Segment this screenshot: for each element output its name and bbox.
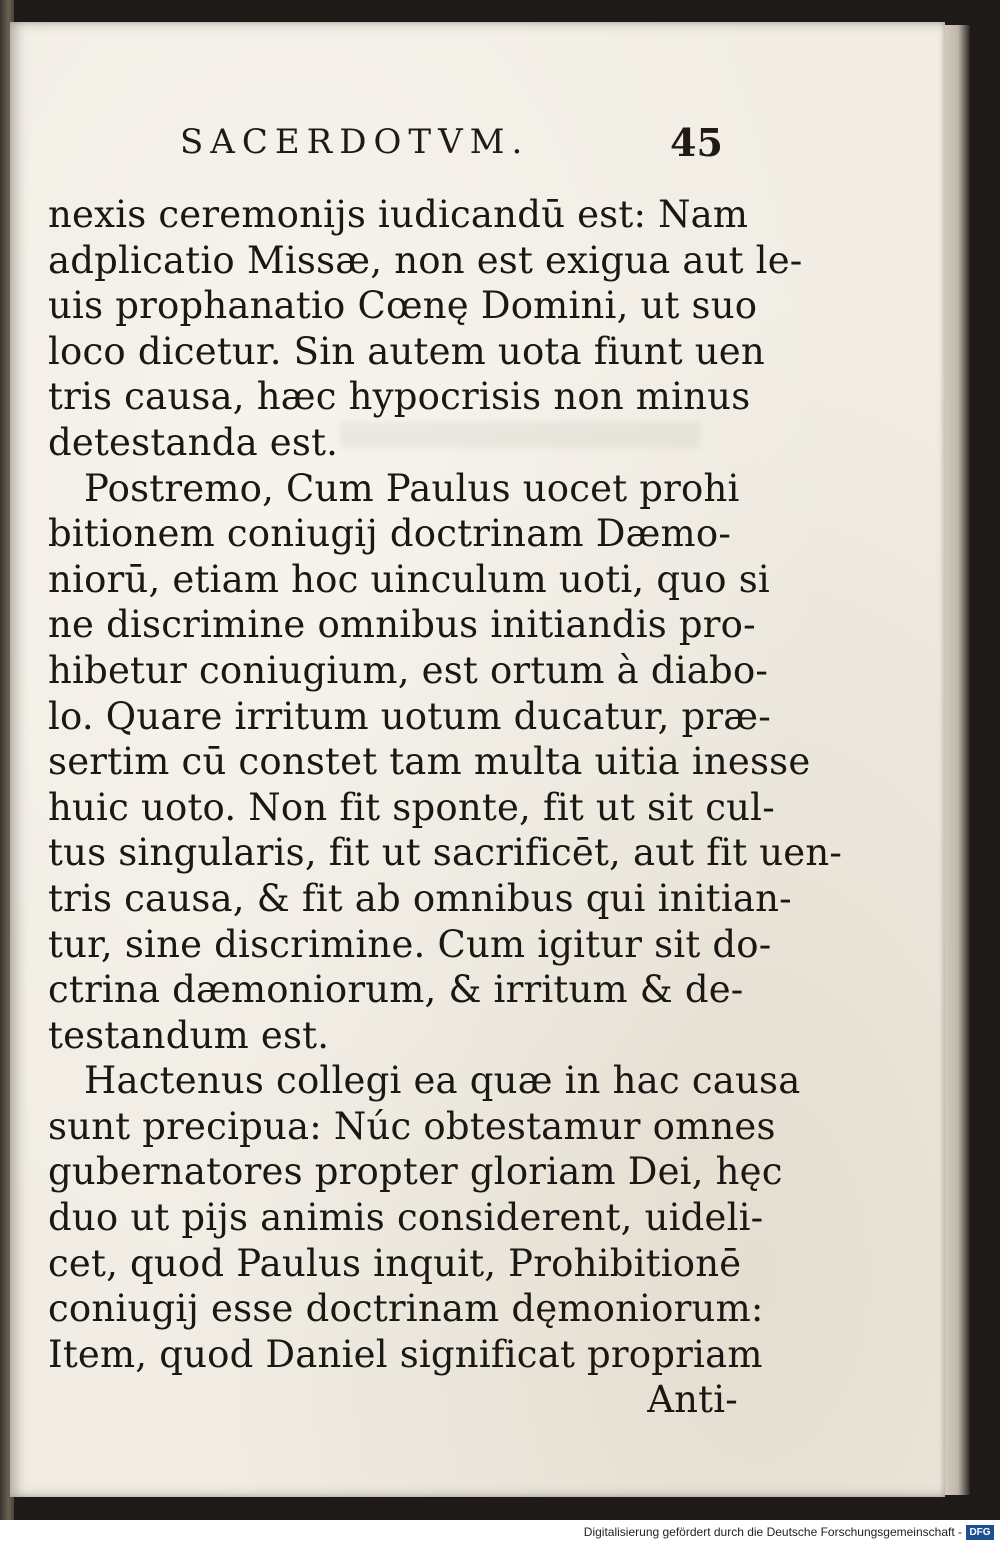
text-line: duo ut pijs animis considerent, uideli- xyxy=(48,1196,764,1240)
text-line: hibetur coniugium, est ortum à diabo- xyxy=(48,648,769,692)
text-line: adplicatio Missæ, non est exigua aut le- xyxy=(48,238,803,282)
text-line: nexis ceremonijs iudicandū est: Nam xyxy=(48,193,749,236)
paragraph-start-line: Hactenus collegi ea quæ in hac causa xyxy=(84,1059,801,1103)
text-line: niorū, etiam hoc uinculum uoti, quo si xyxy=(48,557,770,601)
text-line: tur, sine discrimine. Cum igitur sit do- xyxy=(48,922,772,966)
catchword: Anti- xyxy=(647,1378,738,1422)
text-line: coniugij esse doctrinam dęmoniorum: xyxy=(48,1287,764,1331)
dfg-logo-icon[interactable]: DFG xyxy=(966,1525,994,1540)
running-head xyxy=(10,122,945,166)
text-line: ctrina dæmoniorum, & irritum & de- xyxy=(48,968,744,1012)
text-line: sertim cū constet tam multa uitia inesse xyxy=(48,740,811,784)
book-page xyxy=(10,22,945,1497)
credit-text: Digitalisierung gefördert durch die Deutsche Forschungsgemeinschaft - xyxy=(583,1525,962,1539)
text-line: cet, quod Paulus inquit, Prohibitionē xyxy=(48,1241,742,1285)
text-line: ne discrimine omnibus initiandis pro- xyxy=(48,603,756,647)
text-line: uis prophanatio Cœnę Domini, ut suo xyxy=(48,284,758,328)
text-line: detestanda est. xyxy=(48,420,339,464)
digitization-credit xyxy=(0,1522,1000,1543)
body-text xyxy=(48,192,843,1423)
text-line: huic uoto. Non fit sponte, fit ut sit cul- xyxy=(48,785,775,829)
page-number: 45 xyxy=(670,120,723,165)
text-line: bitionem coniugij doctrinam Dæmo- xyxy=(48,512,732,556)
text-line: loco dicetur. Sin autem uota fiunt uen xyxy=(48,329,765,373)
text-line: sunt precipua: Núc obtestamur omnes xyxy=(48,1104,776,1148)
text-line: lo. Quare irritum uotum ducatur, præ- xyxy=(48,694,771,738)
text-line: Item, quod Daniel significat propriam xyxy=(48,1332,763,1376)
text-line: gubernatores propter gloriam Dei, hęc xyxy=(48,1150,783,1194)
text-line: tris causa, hæc hypocrisis non minus xyxy=(48,375,751,419)
text-line: testandum est. xyxy=(48,1013,330,1057)
text-line: tus singularis, fit ut sacrificēt, aut fit uen- xyxy=(48,831,843,875)
paragraph-start-line: Postremo, Cum Paulus uocet prohi xyxy=(84,466,740,510)
running-title: SACERDOTVM. xyxy=(180,122,530,162)
text-line: tris causa, & fit ab omnibus qui initian- xyxy=(48,876,792,920)
